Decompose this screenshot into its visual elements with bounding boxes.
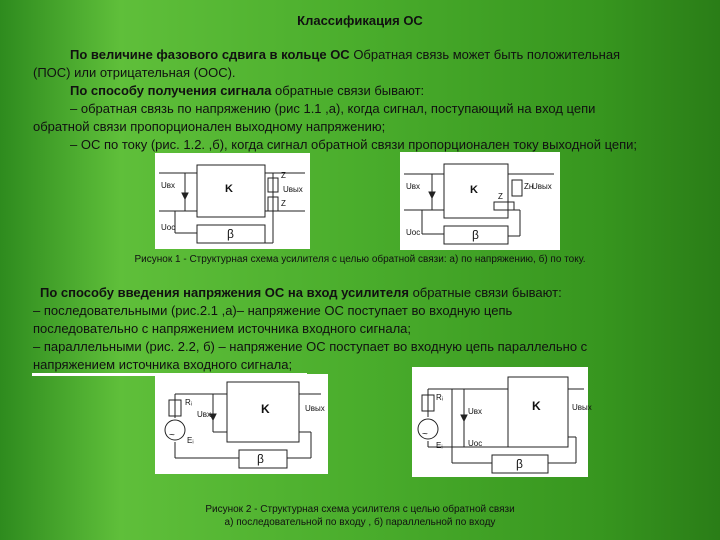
uout-label: Uвых bbox=[572, 403, 592, 412]
ei-label: Eᵢ bbox=[436, 441, 443, 450]
p2-line2: – последовательными (рис.2.1 ,а)– напряжение ОС поступает во входную цепь bbox=[33, 303, 513, 318]
p1-line4: – обратная связь по напряжению (рис 1.1 ,а), когда сигнал, поступающий на вход цепи bbox=[70, 101, 596, 116]
circuit-2a bbox=[155, 374, 328, 474]
beta-label: β bbox=[227, 227, 234, 241]
uin-label: Uвх bbox=[468, 407, 483, 416]
p1-line3 bbox=[70, 83, 424, 99]
p1-line3-bold: По способу получения сигнала bbox=[70, 83, 272, 98]
p1-line6: – ОС по току (рис. 1.2. ,б), когда сигнал обратной связи пропорционален току выходной цепи; bbox=[70, 137, 638, 152]
zn-label: Zн bbox=[524, 182, 534, 191]
caption-figure-2-line1: Рисунок 2 - Структурная схема усилителя с целью обратной связи bbox=[205, 504, 515, 515]
ei-label: Eᵢ bbox=[187, 436, 194, 445]
p1-line1-bold: По величине фазового сдвига в кольце ОС bbox=[70, 47, 350, 62]
p2-line1-bold: По способу введения напряжения ОС на вход усилителя bbox=[40, 285, 409, 300]
caption-figure-2-line2: а) последовательной по входу , б) параллельной по входу bbox=[224, 517, 496, 528]
beta-label: β bbox=[516, 457, 523, 471]
ac-source-icon: ~ bbox=[422, 429, 428, 440]
uin-label: Uвх bbox=[406, 182, 421, 191]
figure-1a bbox=[155, 153, 310, 249]
p2-line3: последовательно с напряжением источника входного сигнала; bbox=[33, 321, 412, 336]
z2-label: Z bbox=[281, 199, 286, 208]
page-title: Классификация ОС bbox=[297, 13, 423, 28]
uos-label: Uос bbox=[406, 228, 421, 237]
resistor-zn bbox=[512, 180, 522, 196]
beta-label: β bbox=[257, 452, 264, 466]
figure-2b bbox=[412, 367, 592, 477]
p2-line1 bbox=[40, 285, 562, 301]
k-label: K bbox=[261, 402, 270, 416]
uos-label: Uос bbox=[161, 223, 176, 232]
p1-line1-rest: Обратная связь может быть положительная bbox=[349, 47, 621, 62]
z1-label: Z bbox=[281, 171, 286, 180]
ri-label: Rᵢ bbox=[436, 393, 444, 402]
circuit-2b bbox=[412, 367, 588, 477]
p2-line4: – параллельными (рис. 2.2, б) – напряжение ОС поступает во входную цепь параллельно с bbox=[33, 339, 588, 354]
uin-label: Uвх bbox=[197, 410, 212, 419]
ri-label: Rᵢ bbox=[185, 398, 193, 407]
p1-line3-rest: обратные связи бывают: bbox=[271, 83, 425, 98]
resistor-z bbox=[494, 202, 514, 210]
p1-line5: обратной связи пропорционален выходному напряжению; bbox=[33, 119, 386, 134]
circuit-1b bbox=[400, 152, 560, 250]
k-label: K bbox=[225, 183, 233, 195]
p1-line1 bbox=[70, 47, 620, 63]
p2-line5: напряжением источника входного сигнала; bbox=[33, 357, 293, 372]
figure-2a bbox=[155, 374, 328, 474]
k-label: K bbox=[532, 399, 541, 413]
p2-line1-rest: обратные связи бывают: bbox=[408, 285, 562, 300]
source-circle bbox=[418, 419, 438, 439]
beta-label: β bbox=[472, 228, 479, 242]
uin-label: Uвх bbox=[161, 181, 176, 190]
p1-line2: (ПОС) или отрицательная (ООС). bbox=[33, 65, 236, 80]
uout-label: Uвых bbox=[532, 182, 552, 191]
source-circle bbox=[165, 420, 185, 440]
figure-1b bbox=[400, 152, 560, 250]
z-label: Z bbox=[498, 192, 503, 201]
uout-label: Uвых bbox=[305, 404, 325, 413]
caption-figure-1: Рисунок 1 - Структурная схема усилителя с целью обратной связи: а) по напряжению, б) по току. bbox=[134, 254, 586, 265]
k-label: K bbox=[470, 184, 478, 196]
uos-label: Uос bbox=[468, 439, 483, 448]
uout-label: Uвых bbox=[283, 185, 303, 194]
ac-source-icon: ~ bbox=[169, 430, 175, 441]
